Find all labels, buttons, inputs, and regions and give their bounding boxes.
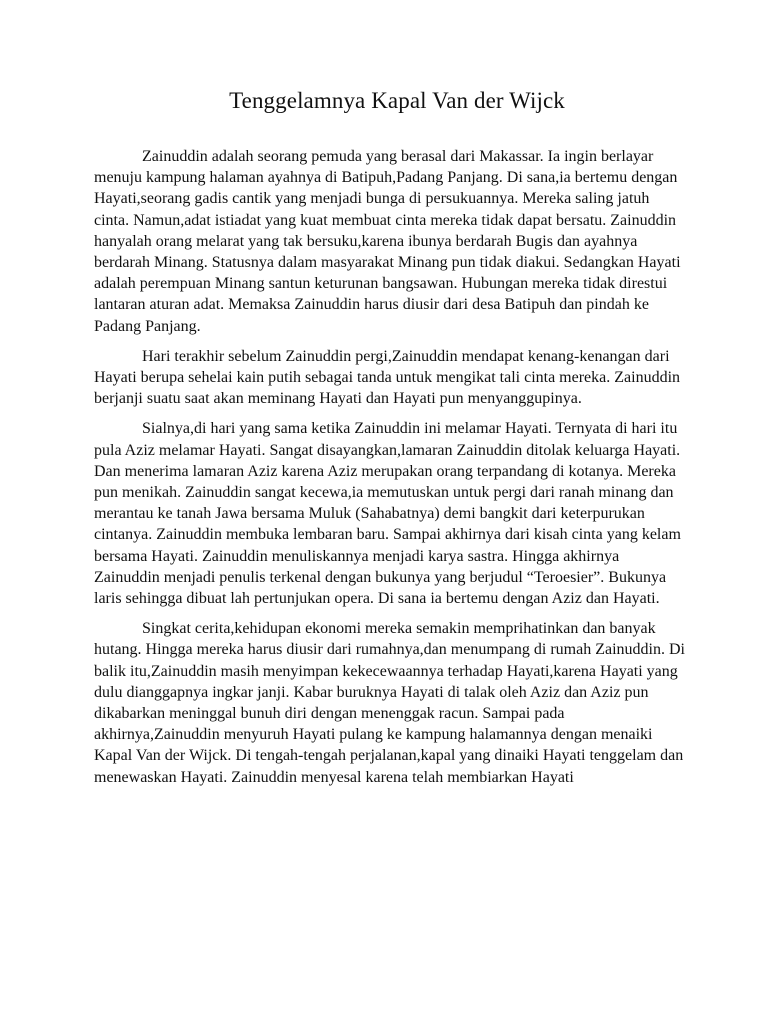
paragraph-1: Zainuddin adalah seorang pemuda yang berasal dari Makassar. Ia ingin berlayar menuju kampung halaman ayahnya di Batipuh,Padang Panjang. Di sana,ia bertemu dengan Hayati,seorang gadis cantik yang menjadi bunga di persukuannya. Mereka saling jatuh cinta. Namun,adat istiadat yang kuat membuat cinta mereka tidak dapat bersatu. Zainuddin hanyalah orang melarat yang tak bersuku,karena ibunya berdarah Bugis dan ayahnya berdarah Minang. Statusnya dalam masyarakat Minang pun tidak diakui. Sedangkan Hayati adalah perempuan Minang santun keturunan bangsawan. Hubungan mereka tidak direstui lantaran aturan adat. Memaksa Zainuddin harus diusir dari desa Batipuh dan pindah ke Padang Panjang. <box>94 148 681 335</box>
document-title: Tenggelamnya Kapal Van der Wijck <box>229 88 565 113</box>
paragraph-4: Singkat cerita,kehidupan ekonomi mereka semakin memprihatinkan dan banyak hutang. Hingga mereka harus diusir dari rumahnya,dan menumpang di rumah Zainuddin. Di balik itu,Zainuddin masih menyimpan kekecewaannya terhadap Hayati,karena Hayati yang dulu dianggapnya ingkar janji. Kabar buruknya Hayati di talak oleh Aziz dan Aziz pun dikabarkan meninggal bunuh diri dengan menenggak racun. Sampai pada akhirnya,Zainuddin menyuruh Hayati pulang ke kampung halamannya dengan menaiki Kapal Van der Wijck. Di tengah-tengah perjalanan,kapal yang dinaiki Hayati tenggelam dan menewaskan Hayati. Zainuddin menyesal karena telah membiarkan Hayati <box>94 620 685 786</box>
paragraph-2: Hari terakhir sebelum Zainuddin pergi,Zainuddin mendapat kenang-kenangan dari Hayati berupa sehelai kain putih sebagai tanda untuk mengikat tali cinta mereka. Zainuddin berjanji suatu saat akan meminang Hayati dan Hayati pun menyanggupinya. <box>94 347 681 408</box>
paragraph-3: Sialnya,di hari yang sama ketika Zainuddin ini melamar Hayati. Ternyata di hari itu pula Aziz melamar Hayati. Sangat disayangkan,lamaran Zainuddin ditolak keluarga Hayati. Dan menerima lamaran Aziz karena Aziz merupakan orang terpandang di kotanya. Mereka pun menikah. Zainuddin sangat kecewa,ia memutuskan untuk pergi dari ranah minang dan merantau ke tanah Jawa bersama Muluk (Sahabatnya) demi bangkit dari keterpurukan cintanya. Zainuddin membuka lembaran baru. Sampai akhirnya dari kisah cinta yang kelam bersama Hayati. Zainuddin menuliskannya menjadi karya sastra. Hingga akhirnya Zainuddin menjadi penulis terkenal dengan bukunya yang berjudul “Teroesier”. Bukunya laris sehingga dibuat lah pertunjukan opera. Di sana ia bertemu dengan Aziz dan Hayati. <box>94 420 681 608</box>
